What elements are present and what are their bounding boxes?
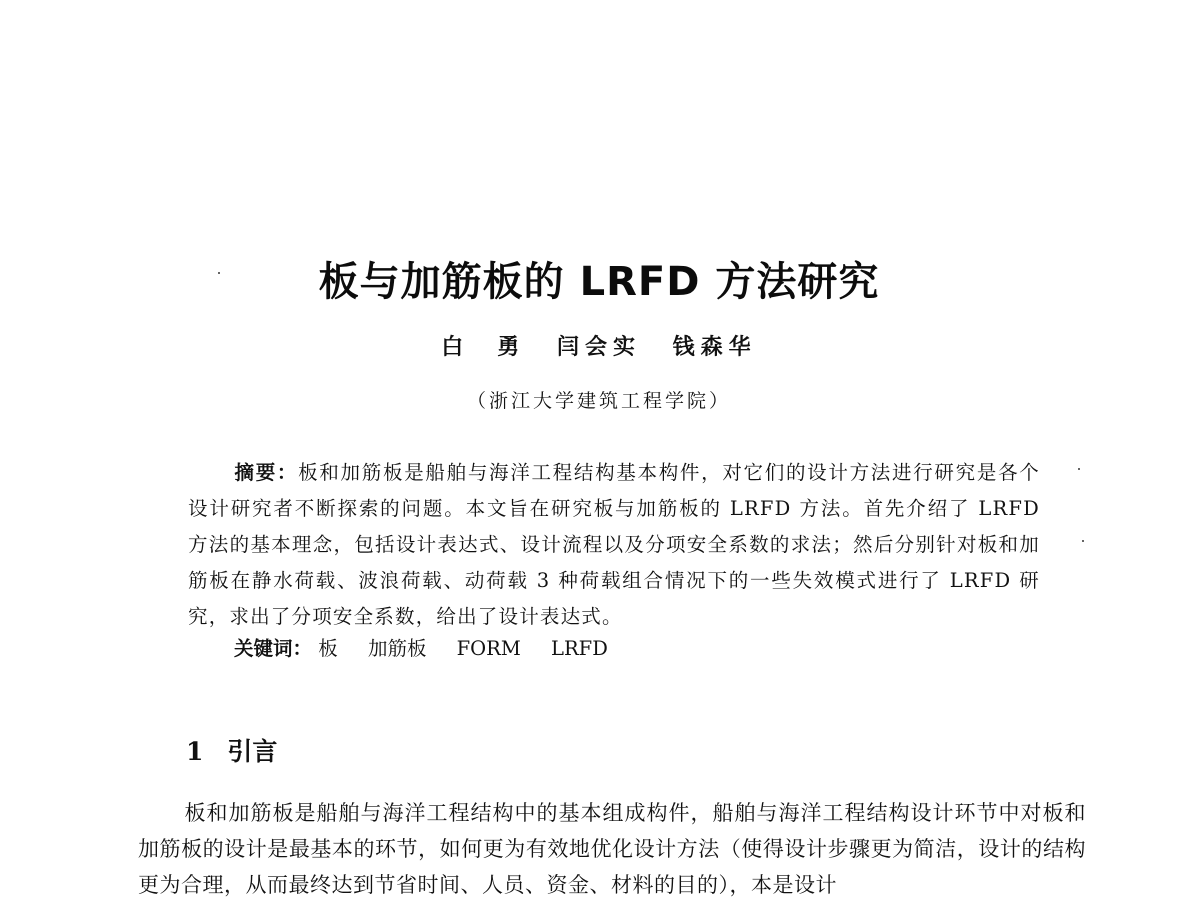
keyword: 板	[318, 637, 338, 660]
keywords	[234, 631, 632, 667]
scan-speck	[1082, 540, 1084, 542]
section-number: 1	[186, 737, 204, 766]
body-text: 板和加筋板是船舶与海洋工程结构中的基本组成构件，船舶与海洋工程结构设计环节中对板和加筋板的设计是最基本的环节，如何更为有效地优化设计方法（使得设计步骤更为简洁，设计的结构更为合理，从而最终达到节省时间、人员、资金、材料的目的），本是设计	[138, 801, 1086, 897]
affiliation: （浙江大学建筑工程学院）	[466, 390, 731, 412]
author-name: 白 勇	[441, 334, 526, 360]
abstract	[188, 455, 1040, 635]
keyword: 加筋板	[367, 637, 427, 660]
section-title: 引言	[227, 737, 278, 766]
author-name: 钱森华	[672, 334, 757, 360]
section-heading	[186, 732, 277, 768]
author-list	[0, 330, 1198, 361]
scan-speck	[1078, 468, 1080, 470]
keywords-label: 关键词：	[234, 637, 313, 660]
paper-title: 板与加筋板的 LRFD 方法研究	[318, 259, 880, 305]
keyword: FORM	[456, 637, 521, 660]
scan-speck	[218, 272, 220, 274]
abstract-label: 摘要：	[234, 461, 299, 484]
body-paragraph	[138, 795, 1086, 903]
abstract-text: 板和加筋板是船舶与海洋工程结构基本构件，对它们的设计方法进行研究是各个设计研究者不断探索的问题。本文旨在研究板与加筋板的 LRFD 方法。首先介绍了 LRFD 方法的基本理念，包括设计表达式、设计流程以及分项安全系数的求法；然后分别针对板和加筋板在静水荷载、波浪荷载、动荷载 3 种荷载组合情况下的一些失效模式进行了 LRFD 研究，求出了分项安全系数，给出了设计表达式。	[188, 461, 1040, 628]
author-name: 闫会实	[556, 334, 641, 360]
keyword: LRFD	[551, 637, 608, 660]
